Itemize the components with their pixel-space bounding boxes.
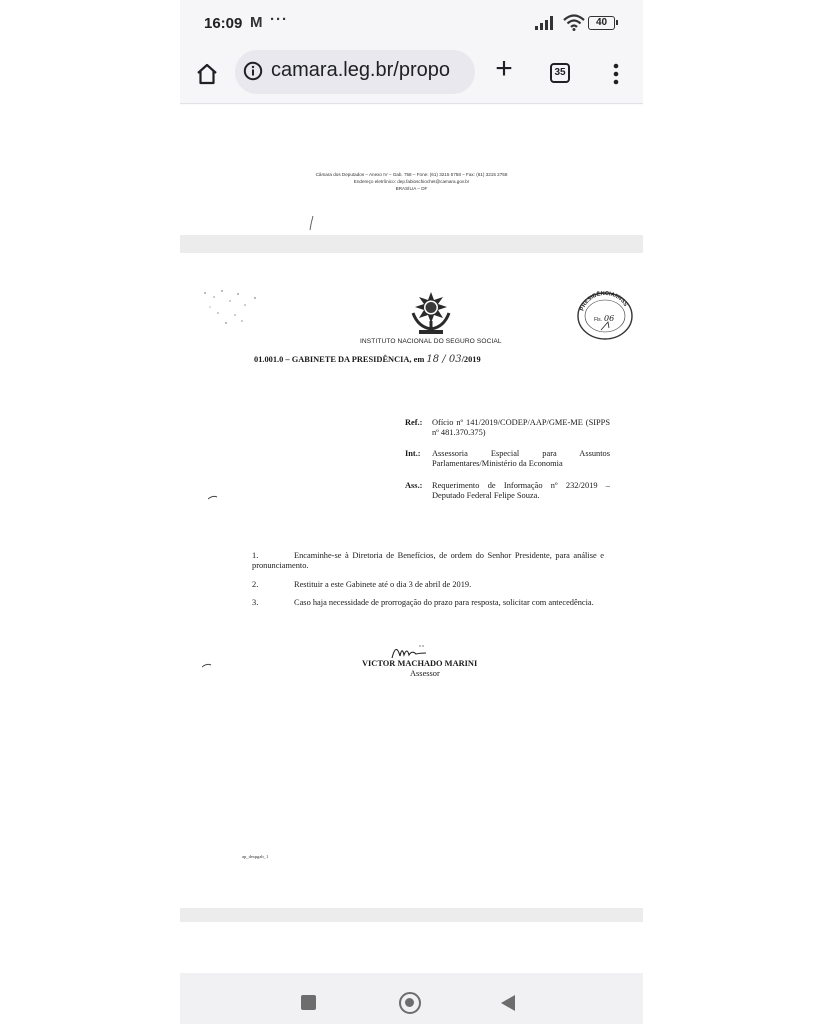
signer-name: VICTOR MACHADO MARINI — [362, 659, 478, 668]
info-icon[interactable] — [243, 61, 263, 81]
stamp-fls-label: Fls. — [594, 317, 603, 323]
reference-block — [405, 418, 610, 440]
phone-screen — [180, 0, 643, 1024]
scan-margin-mark — [208, 495, 218, 500]
document-code: ap_despgab_1 — [242, 854, 269, 859]
office-header-prefix: 01.001.0 – GABINETE DA PRESIDÊNCIA, em — [254, 355, 425, 364]
document-page-previous — [180, 105, 643, 235]
interested-block — [405, 449, 610, 471]
institution-name: INSTITUTO NACIONAL DO SEGURO SOCIAL — [360, 338, 502, 345]
interested-label: Int.: — [405, 449, 421, 458]
address-bar[interactable] — [235, 50, 475, 94]
gmail-notification-icon: M — [250, 14, 263, 31]
item-text: Restituir a este Gabinete até o dia 3 de abril de 2019. — [294, 580, 472, 589]
tab-switcher-button[interactable]: 35 — [550, 63, 570, 83]
pen-mark — [308, 215, 316, 231]
office-header-line — [254, 354, 481, 365]
home-icon[interactable] — [195, 62, 219, 86]
status-time: 16:09 — [204, 15, 243, 32]
subject-text: Requerimento de Informação nº 232/2019 – Deputado Federal Felipe Souza. — [432, 481, 610, 500]
letterhead-footer-city: BRASÍLIA – DF — [395, 186, 428, 191]
back-button[interactable] — [501, 995, 515, 1011]
coat-of-arms-emblem — [410, 291, 452, 335]
protocol-stamp — [575, 291, 635, 341]
reference-label: Ref.: — [405, 418, 423, 427]
wifi-icon — [563, 14, 585, 31]
more-vertical-icon[interactable] — [608, 62, 624, 86]
page-separator — [180, 908, 643, 922]
stamp-folio-number: 06 — [604, 314, 615, 323]
document-page-current — [180, 253, 643, 908]
subject-block — [405, 481, 610, 503]
scan-speckles — [200, 283, 270, 328]
url-text[interactable]: camara.leg.br/propo — [271, 59, 450, 81]
page-separator — [180, 235, 643, 253]
new-tab-button[interactable]: + — [495, 52, 513, 85]
interested-text: Assessoria Especial para Assuntos Parlamentares/Ministério da Economia — [432, 449, 610, 468]
item-number: 1. — [252, 551, 259, 560]
system-navigation-bar — [180, 973, 643, 1024]
recent-apps-button[interactable] — [301, 995, 316, 1010]
letterhead-footer-line: Câmara dos Deputados – Anexo IV – Gab. 758 – Fone: (61) 3215 5758 – Fax: (61) 3215 2758 — [315, 172, 508, 177]
letterhead-footer-email: Endereço eletrônico: dep.fabioschiochet@camara.gov.br — [353, 179, 470, 184]
browser-toolbar — [180, 46, 643, 104]
signer-role: Assessor — [410, 669, 440, 678]
item-text: Encaminhe-se à Diretoria de Benefícios, de ordem do Senhor Presidente, para análise e pronunciamento. — [252, 551, 604, 570]
home-button[interactable] — [399, 992, 421, 1014]
pdf-viewer[interactable] — [180, 105, 643, 973]
document-page-next — [180, 922, 643, 973]
stamp-title: PRESIDÊNCIA/INSS — [579, 291, 629, 312]
item-number: 3. — [252, 598, 259, 607]
battery-icon: 40 — [588, 16, 615, 30]
status-bar — [180, 0, 643, 46]
reference-text: Ofício nº 141/2019/CODEP/AAP/GME-ME (SIPPS nº 481.370.375) — [432, 418, 610, 437]
scan-margin-mark — [202, 663, 212, 668]
office-header-year: /2019 — [461, 355, 481, 364]
signal-icon — [535, 16, 555, 30]
item-text: Caso haja necessidade de prorrogação do prazo para resposta, solicitar com antecedência. — [294, 598, 594, 607]
item-number: 2. — [252, 580, 259, 589]
more-notifications-icon: ··· — [270, 11, 288, 28]
office-header-date: 18 / 03 — [426, 354, 462, 365]
subject-label: Ass.: — [405, 481, 423, 490]
